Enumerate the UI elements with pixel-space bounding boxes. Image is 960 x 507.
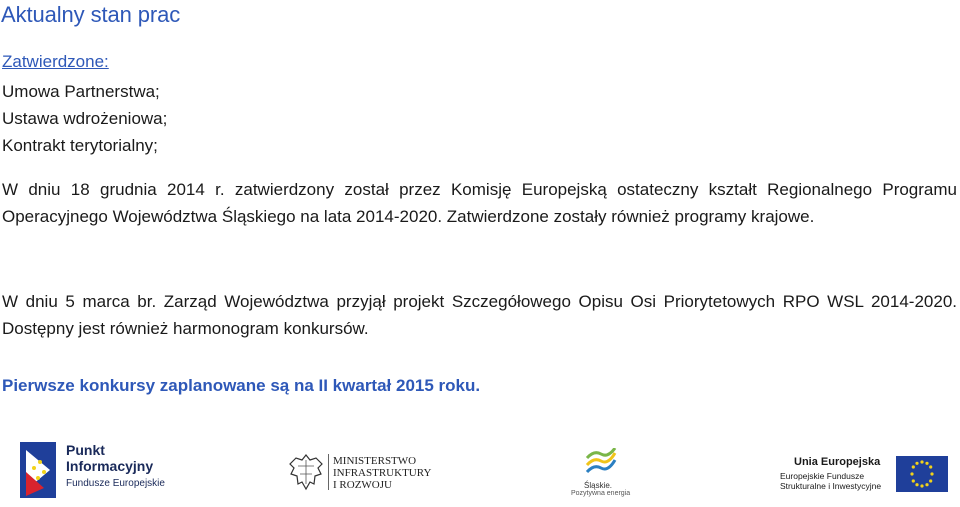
paragraph-first-contests: Pierwsze konkursy zaplanowane są na II kwartał 2015 roku. [2, 376, 481, 395]
punkt-line3: Fundusze Europejskie [66, 478, 165, 489]
unia-europejska-logo [780, 454, 952, 494]
slaskie-line1: Śląskie. [584, 481, 613, 490]
approved-heading: Zatwierdzone: [2, 52, 109, 71]
ue-line2: Europejskie Fundusze [780, 471, 865, 481]
slaskie-waves-icon [584, 448, 618, 478]
paragraph-szoop: W dniu 5 marca br. Zarząd Województwa przyjął projekt Szczegółowego Opisu Osi Priorytetowych RPO WSL 2014-2020. Dostępny jest również harmonogram konkursów. [2, 292, 957, 338]
ministerstwo-line2: INFRASTRUKTURY [333, 467, 432, 479]
list-item: Kontrakt terytorialny; [2, 136, 158, 155]
eu-flag-icon [896, 456, 948, 492]
ue-line3: Strukturalne i Inwestycyjne [780, 481, 882, 491]
punkt-informacyjny-logo [20, 438, 180, 502]
ministerstwo-logo [288, 450, 438, 494]
footer-logos [0, 430, 960, 507]
slaskie-logo [566, 448, 636, 502]
ministerstwo-line1: MINISTERSTWO [333, 455, 417, 467]
punkt-line1: Punkt [66, 442, 105, 458]
list-item: Ustawa wdrożeniowa; [2, 109, 168, 128]
page-title: Aktualny stan prac [1, 2, 181, 27]
eagle-emblem-icon [288, 452, 324, 492]
list-item: Umowa Partnerstwa; [2, 82, 160, 101]
paragraph-rpo-approval: W dniu 18 grudnia 2014 r. zatwierdzony został przez Komisję Europejską ostateczny kształt Regionalnego Programu Operacyjnego Województwa Śląskiego na lata 2014-2020. Zatwierdzone zostały również programy krajowe. [2, 180, 957, 226]
punkt-line2: Informacyjny [66, 458, 154, 474]
ministerstwo-divider [328, 454, 329, 490]
ue-line1: Unia Europejska [794, 456, 881, 468]
fundusze-europejskie-icon [20, 440, 60, 500]
slaskie-line2: Pozytywna energia [571, 490, 631, 497]
approved-list [2, 78, 167, 159]
ministerstwo-line3: I ROZWOJU [333, 479, 392, 491]
